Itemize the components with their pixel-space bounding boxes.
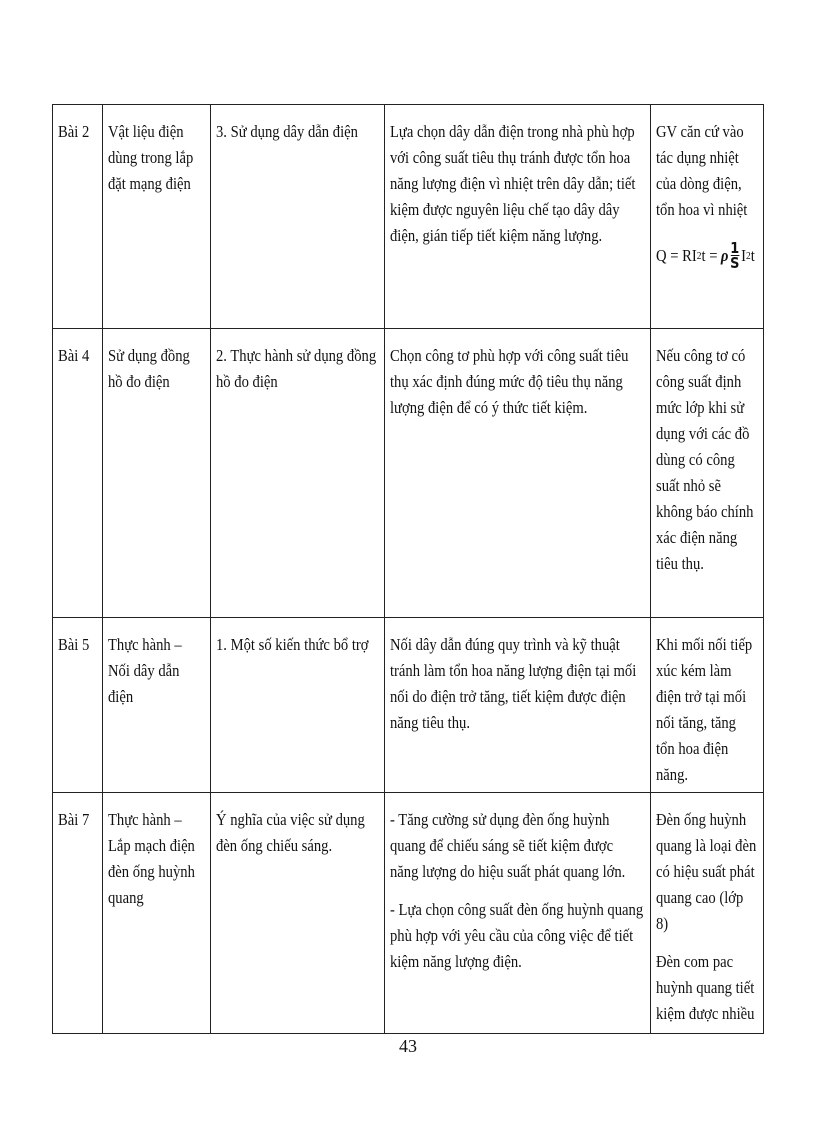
section-cell bbox=[210, 105, 385, 329]
table-row bbox=[53, 618, 764, 793]
table-row bbox=[53, 793, 764, 1034]
note-text: GV căn cứ vào tác dụng nhiệt của dòng điện, tổn hoa vì nhiệt bbox=[655, 122, 748, 219]
content-paragraph: Chọn công tơ phù hợp với công suất tiêu thụ xác định đúng mức độ tiêu thụ năng lượng điện để có ý thức tiết kiệm. bbox=[390, 346, 629, 417]
lesson-cell bbox=[53, 105, 103, 329]
content-paragraph: - Tăng cường sử dụng đèn ống huỳnh quang để chiếu sáng sẽ tiết kiệm được năng lượng do hiệu suất phát quang lớn. bbox=[390, 810, 626, 881]
note-cell bbox=[650, 329, 763, 618]
section-text: 2. Thực hành sử dụng đồng hồ đo điện bbox=[215, 346, 376, 391]
section-cell bbox=[210, 618, 385, 793]
formula-numerator: 1 bbox=[729, 239, 739, 257]
section-text: Ý nghĩa của việc sử dụng đèn ống chiếu sáng. bbox=[215, 810, 365, 855]
formula-rho: ρ bbox=[720, 245, 729, 265]
lesson-number: Bài 2 bbox=[58, 122, 90, 141]
lesson-title-cell bbox=[102, 329, 210, 618]
note-cell bbox=[650, 618, 763, 793]
lesson-title-cell bbox=[102, 618, 210, 793]
section-cell bbox=[210, 793, 385, 1034]
formula-lhs: Q = RI bbox=[655, 245, 697, 265]
section-text: 1. Một số kiến thức bổ trợ bbox=[215, 635, 369, 654]
lesson-number: Bài 4 bbox=[58, 346, 90, 365]
note-cell bbox=[650, 793, 763, 1034]
formula-tail: I bbox=[740, 245, 746, 265]
note-text-2: Đèn com pac huỳnh quang tiết kiệm được nhiều bbox=[655, 952, 755, 1023]
lesson-title: Thực hành – Nối dây dẫn điện bbox=[107, 635, 182, 706]
lesson-title: Thực hành – Lắp mạch điện đèn ống huỳnh quang bbox=[107, 810, 195, 907]
lesson-title: Vật liệu điện dùng trong lắp đặt mạng điện bbox=[107, 122, 193, 193]
table-row bbox=[53, 105, 764, 329]
lesson-title-cell bbox=[102, 793, 210, 1034]
section-cell bbox=[210, 329, 385, 618]
content-paragraph: Lựa chọn dây dẫn điện trong nhà phù hợp với công suất tiêu thụ tránh được tổn hoa năng lượng điện vì nhiệt trên dây dẫn; tiết kiệm được nguyên liệu chế tạo dây dây điện, gián tiếp tiết kiệm năng lượng. bbox=[390, 122, 636, 245]
lesson-title-cell bbox=[102, 105, 210, 329]
lesson-cell bbox=[53, 618, 103, 793]
page-number: 43 bbox=[399, 1036, 417, 1056]
formula-mid: t = bbox=[701, 245, 718, 265]
formula-denominator: S bbox=[729, 254, 740, 272]
content-cell bbox=[385, 105, 650, 329]
content-paragraph: Nối dây dẫn đúng quy trình và kỹ thuật tránh làm tổn hoa năng lượng điện tại mối nối do điện trở tăng, tiết kiệm được điện năng tiêu thụ. bbox=[390, 635, 637, 732]
note-text: Nếu công tơ có công suất định mức lớp khi sử dụng với các đồ dùng có công suất nhỏ sẽ không báo chính xác điện năng tiêu thụ. bbox=[655, 346, 754, 573]
lesson-number: Bài 5 bbox=[58, 635, 90, 654]
lesson-cell bbox=[53, 329, 103, 618]
note-text: Khi mối nối tiếp xúc kém làm điện trở tại mối nối tăng, tăng tổn hoa điện năng. bbox=[655, 635, 752, 784]
content-cell bbox=[385, 793, 650, 1034]
energy-saving-lesson-table bbox=[52, 104, 764, 1034]
table-row bbox=[53, 329, 764, 618]
content-cell bbox=[385, 618, 650, 793]
lesson-cell bbox=[53, 793, 103, 1034]
formula-fraction bbox=[730, 241, 739, 270]
content-paragraph: - Lựa chọn công suất đèn ống huỳnh quang phù hợp với yêu cầu của công việc để tiết kiệm năng lượng điện. bbox=[390, 900, 644, 971]
note-text: Đèn ống huỳnh quang là loại đèn có hiệu suất phát quang cao (lớp 8) bbox=[655, 810, 756, 933]
lesson-number: Bài 7 bbox=[58, 810, 90, 829]
note-cell bbox=[650, 105, 763, 329]
formula-end: t bbox=[750, 245, 755, 265]
section-text: 3. Sử dụng dây dẫn điện bbox=[215, 122, 358, 141]
lesson-title: Sử dụng đồng hồ đo điện bbox=[107, 346, 190, 391]
content-cell bbox=[385, 329, 650, 618]
joule-heat-formula: Q = RI 2 t = ρ $\frac{1}{S}$ I 2 t bbox=[655, 239, 755, 272]
